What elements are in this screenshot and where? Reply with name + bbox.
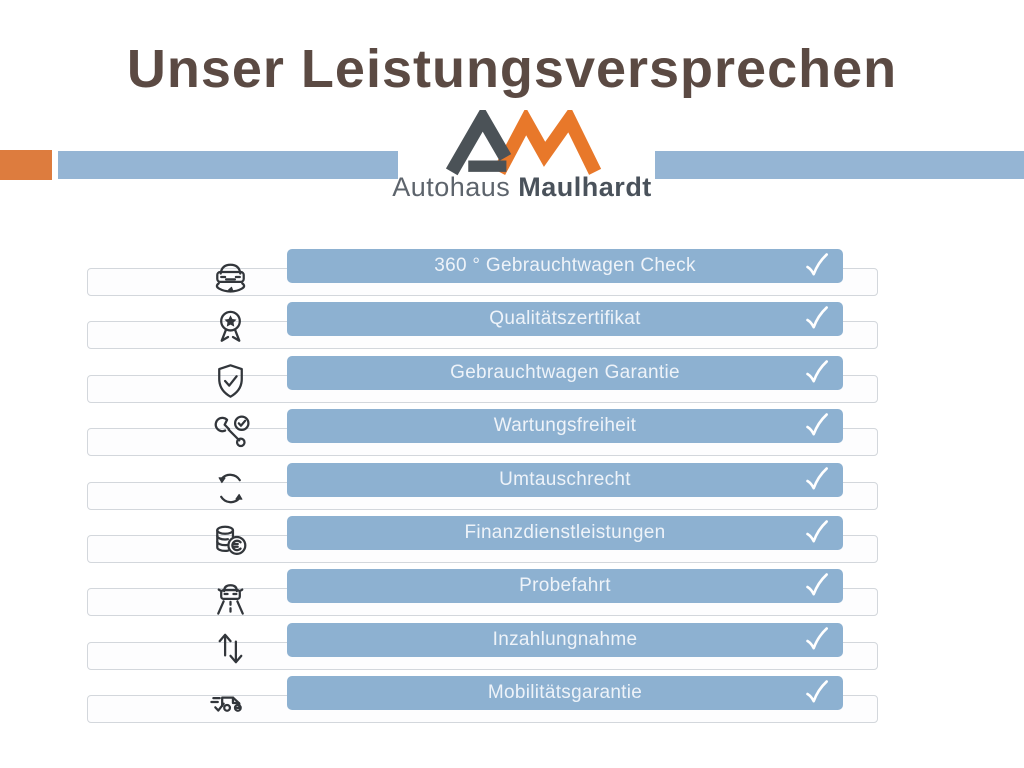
fast-van-icon	[207, 678, 254, 725]
logo-m-glyph	[499, 119, 595, 172]
promise-label: Umtauschrecht	[499, 468, 631, 490]
checkmark-icon	[799, 626, 835, 654]
checkmark-icon	[799, 572, 835, 600]
coins-euro-icon	[207, 518, 254, 565]
list-item	[0, 249, 1024, 297]
promise-label: Inzahlungnahme	[492, 628, 638, 650]
promise-bar	[287, 623, 843, 657]
checkmark-icon	[799, 679, 835, 707]
promise-label: Qualitätszertifikat	[489, 308, 641, 330]
brand-prefix: Autohaus	[392, 172, 511, 202]
promise-label: Probefahrt	[519, 575, 611, 597]
promise-bar	[287, 409, 843, 443]
list-item	[0, 302, 1024, 350]
checkmark-icon	[799, 466, 835, 494]
medal-icon	[207, 304, 254, 351]
promise-label: Finanzdienstleistungen	[464, 522, 666, 543]
checkmark-icon	[799, 252, 835, 280]
list-item	[0, 463, 1024, 511]
brand-text	[0, 172, 1024, 203]
road-car-icon	[207, 571, 254, 618]
list-item	[0, 409, 1024, 457]
promise-bar	[287, 463, 843, 497]
promise-label: Gebrauchtwagen Garantie	[450, 361, 680, 383]
promise-bar	[287, 569, 843, 603]
list-item	[0, 676, 1024, 724]
promise-list	[0, 249, 1024, 729]
checkmark-icon	[799, 412, 835, 440]
promise-bar	[287, 249, 843, 283]
list-item	[0, 569, 1024, 617]
arrows-up-down-icon	[207, 625, 254, 672]
checkmark-icon	[799, 519, 835, 547]
car-360-icon	[207, 251, 254, 298]
promise-label: 360 ° Gebrauchtwagen Check	[434, 255, 696, 276]
logo-a-glyph	[452, 118, 507, 172]
exchange-arrows-icon	[207, 465, 254, 512]
checkmark-icon	[799, 359, 835, 387]
list-item	[0, 356, 1024, 404]
promise-bar	[287, 516, 843, 550]
shield-check-icon	[207, 358, 254, 405]
list-item	[0, 516, 1024, 564]
page-title: Unser Leistungsversprechen	[126, 39, 898, 99]
wrench-check-icon	[207, 411, 254, 458]
brand-name: Maulhardt	[518, 172, 652, 202]
checkmark-icon	[799, 305, 835, 333]
promise-bar	[287, 356, 843, 390]
promise-bar	[287, 302, 843, 336]
promise-label: Mobilitätsgarantie	[487, 682, 643, 704]
autohaus-maulhardt-logo	[441, 110, 611, 176]
promise-label: Wartungsfreiheit	[493, 415, 637, 437]
promise-bar	[287, 676, 843, 710]
list-item	[0, 623, 1024, 671]
